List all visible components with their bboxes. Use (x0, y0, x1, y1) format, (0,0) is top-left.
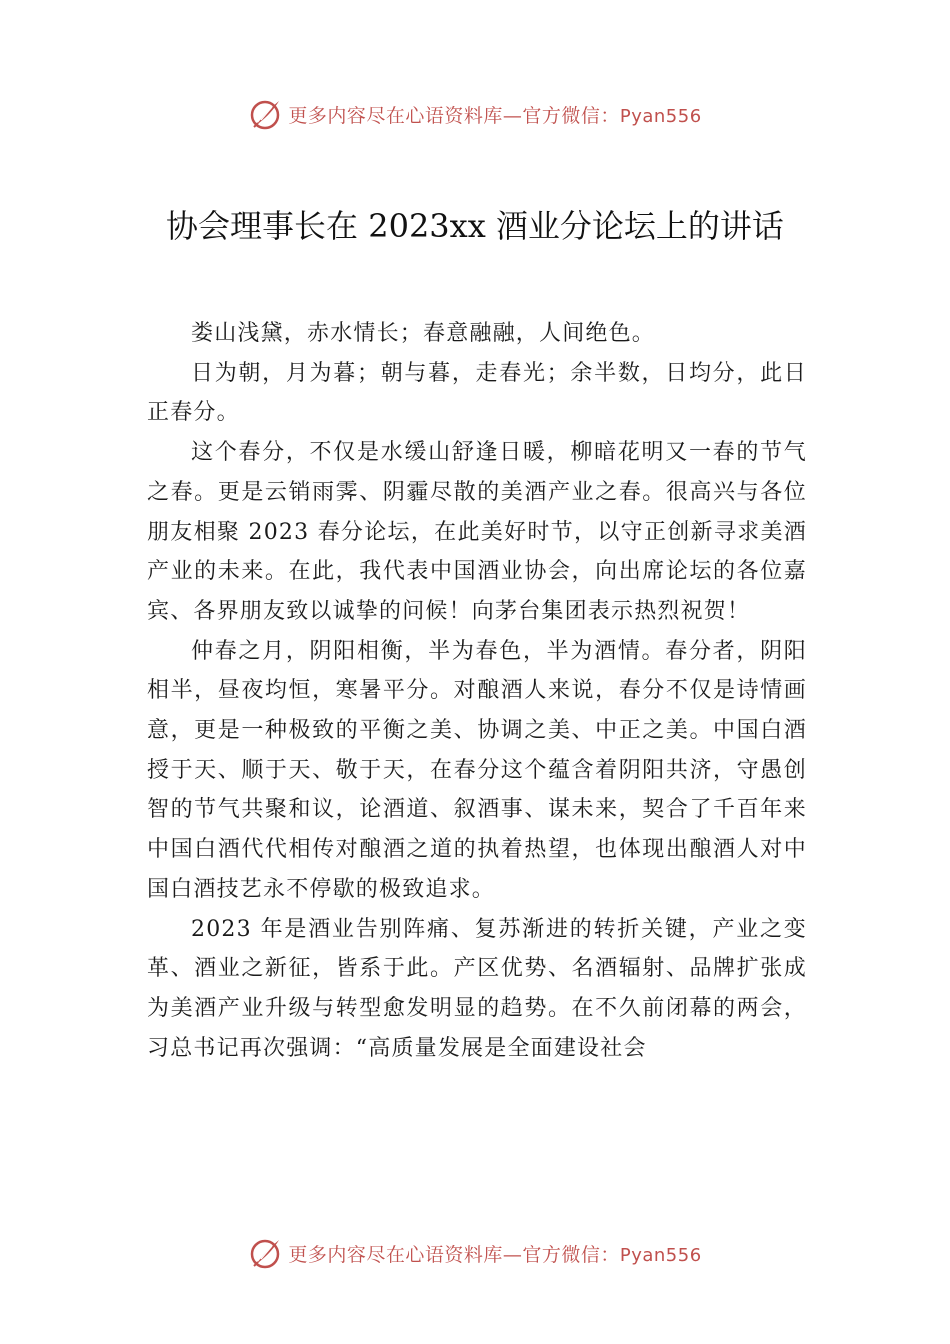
paragraph: 日为朝，月为暮；朝与暮，走春光；余半数，日均分，此日正春分。 (147, 360, 807, 426)
quill-pen-logo-icon (248, 1235, 284, 1271)
banner-text: 更多内容尽在心语资料库—官方微信：Pyan556 (288, 1243, 702, 1266)
quill-pen-logo-icon (248, 96, 284, 132)
paragraph: 仲春之月，阴阳相衡，半为春色，半为酒情。春分者，阴阳相半，昼夜均恒，寒暑平分。对酿酒人来说，春分不仅是诗情画意，更是一种极致的平衡之美、协调之美、中正之美。中国白酒授于天、顺于天、敬于天，在春分这个蕴含着阴阳共济，守愚创智的节气共聚和议，论酒道、叙酒事、谋未来，契合了千百年来中国白酒代代相传对酿酒之道的执着热望，也体现出酿酒人对中国白酒技艺永不停歇的极致追求。 (147, 638, 807, 902)
footer-banner (0, 1233, 950, 1273)
header-banner (0, 94, 950, 134)
paragraph: 娄山浅黛，赤水情长；春意融融，人间绝色。 (191, 321, 656, 346)
document-body (147, 314, 807, 1068)
document-title: 协会理事长在 2023xx 酒业分论坛上的讲话 (166, 207, 784, 245)
wechat-id: Pyan556 (619, 105, 702, 127)
banner-text: 更多内容尽在心语资料库—官方微信：Pyan556 (288, 104, 702, 127)
wechat-id: Pyan556 (619, 1244, 702, 1266)
paragraph: 这个春分，不仅是水缓山舒逢日暖，柳暗花明又一春的节气之春。更是云销雨霁、阴霾尽散的美酒产业之春。很高兴与各位朋友相聚 2023 春分论坛，在此美好时节，以守正创新寻求美酒产业的未来。在此，我代表中国酒业协会，向出席论坛的各位嘉宾、各界朋友致以诚挚的问候！向茅台集团表示热烈祝贺！ (147, 440, 807, 624)
paragraph: 2023 年是酒业告别阵痛、复苏渐进的转折关键，产业之变革、酒业之新征，皆系于此。产区优势、名酒辐射、品牌扩张成为美酒产业升级与转型愈发明显的趋势。在不久前闭幕的两会，习总书记再次强调：“高质量发展是全面建设社会 (147, 916, 807, 1061)
